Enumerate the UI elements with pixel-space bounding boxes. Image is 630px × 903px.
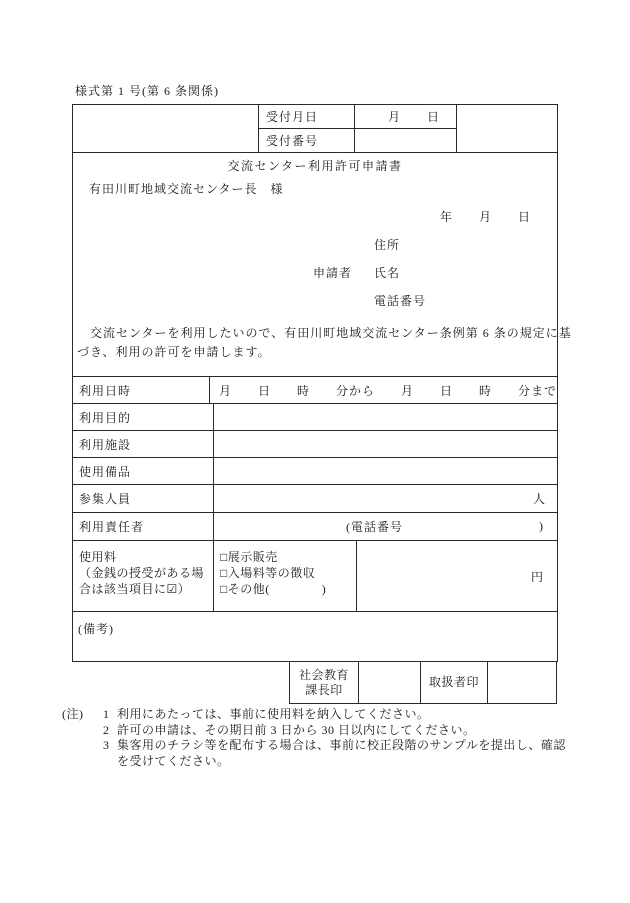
fee-option-other-paren-close: ) <box>321 582 327 596</box>
responsible-person-label: 利用責任者 <box>73 513 214 540</box>
note-text: 集客用のチラシ等を配布する場合は、事前に校正段階のサンプルを提出し、確認を受けてください。 <box>117 738 566 768</box>
fee-option-admission-label: 入場料等の徴収 <box>227 566 316 580</box>
stamp-box-social-education-chief <box>358 662 420 703</box>
note-number: 3 <box>103 738 110 752</box>
addressee-line: 有田川町地域交流センター長 様 <box>89 182 284 196</box>
usage-facility-value <box>214 431 557 457</box>
receipt-number-label: 受付番号 <box>259 129 355 152</box>
usage-purpose-value <box>214 404 557 430</box>
remarks-cell <box>73 611 557 661</box>
fee-option-other-label: その他( <box>227 582 270 596</box>
field-row-fee <box>73 540 557 611</box>
stamp-label-handler: 取扱者印 <box>420 662 487 703</box>
receipt-number-value-cell <box>355 129 457 152</box>
checkbox-icon: □ <box>220 550 228 564</box>
note-item-3 <box>62 738 570 769</box>
usage-facility-label: 利用施設 <box>73 431 214 457</box>
fee-option-admission <box>220 565 356 581</box>
note-number: 1 <box>103 707 110 721</box>
form-title: 交流センター利用許可申請書 <box>227 159 403 173</box>
note-item-2 <box>62 723 570 739</box>
responsible-person-value <box>214 513 557 540</box>
note-number: 2 <box>103 722 110 737</box>
phone-label: 電話番号 <box>374 294 427 308</box>
usage-datetime-label: 利用日時 <box>73 377 210 403</box>
fee-label-line-1: 使用料 <box>79 550 117 564</box>
fee-options <box>214 541 357 611</box>
usage-datetime-value: 月 日 時 分から 月 日 時 分まで <box>218 383 557 398</box>
fee-label-line-2: （金銭の授受がある場 <box>79 566 205 580</box>
fee-option-exhibition-label: 展示販売 <box>227 550 278 564</box>
form-number-heading: 様式第 1 号(第 6 条関係) <box>75 84 219 98</box>
fee-amount-unit: 円 <box>530 569 544 584</box>
fee-label-line-3: 合は該当項目に☑） <box>79 582 191 596</box>
receipt-date-value: 月 日 <box>355 105 457 129</box>
note-text: 利用にあたっては、事前に使用料を納入してください。 <box>117 707 430 721</box>
stamp-box-handler <box>487 662 556 703</box>
field-row-usage-facility <box>73 430 557 457</box>
approval-stamp-table <box>289 661 557 704</box>
application-statement <box>77 324 572 362</box>
field-row-responsible-person <box>73 512 557 540</box>
field-row-equipment <box>73 457 557 484</box>
checkbox-icon: □ <box>220 566 228 580</box>
application-form-table <box>72 104 572 662</box>
field-row-usage-datetime <box>73 376 557 403</box>
usage-purpose-label: 利用目的 <box>73 404 214 430</box>
phone-paren-suffix: ) <box>539 519 544 533</box>
receipt-header <box>73 105 557 152</box>
statement-line-2: づき、利用の許可を申請します。 <box>77 345 271 359</box>
note-item-1 <box>62 707 570 723</box>
name-label: 氏名 <box>374 266 401 280</box>
statement-line-1: 交流センターを利用したいので、有田川町地域交流センター条例第 6 条の規定に基 <box>77 326 572 340</box>
applicant-section <box>73 152 572 376</box>
phone-paren-prefix: (電話番号 <box>346 520 403 534</box>
attendees-unit: 人 <box>532 492 546 506</box>
fee-option-exhibition <box>220 549 356 565</box>
footnotes <box>62 707 570 769</box>
fee-option-other <box>220 581 356 597</box>
field-row-attendees <box>73 484 557 512</box>
address-label: 住所 <box>374 238 401 252</box>
receipt-date-label: 受付月日 <box>259 105 355 129</box>
equipment-value <box>214 458 557 484</box>
receipt-left-empty-cell <box>73 105 259 152</box>
receipt-right-empty-cell <box>457 105 557 152</box>
attendees-label: 参集人員 <box>73 485 214 512</box>
stamp-label-social-education-chief: 社会教育 課長印 <box>298 667 349 697</box>
checkbox-icon: □ <box>220 582 228 596</box>
equipment-label: 使用備品 <box>73 458 214 484</box>
notes-prefix: (注) <box>62 707 84 721</box>
application-date-line: 年 月 日 <box>439 210 531 224</box>
applicant-label: 申請者 <box>313 266 353 280</box>
note-text: 許可の申請は、その期日前 3 日から 30 日以内にしてください。 <box>117 722 476 737</box>
field-row-usage-purpose <box>73 403 557 430</box>
fee-label <box>73 541 214 611</box>
remarks-label: (備考) <box>78 622 114 636</box>
